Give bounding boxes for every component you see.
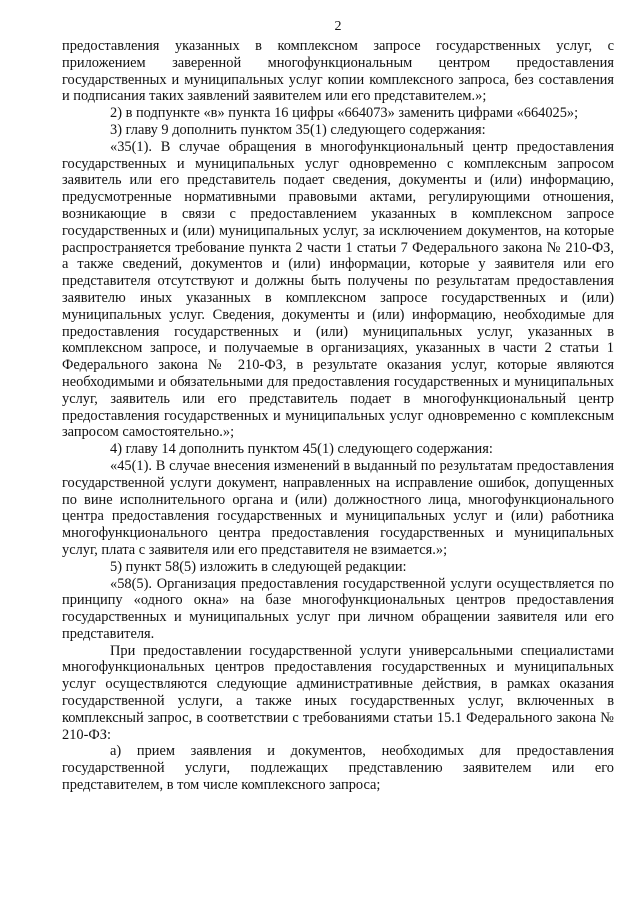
paragraph-clause-35-1: «35(1). В случае обращения в многофункциональный центр предоставления государственных и муниципальных услуг одновременно с комплексным запросом заявитель или его представитель подает сведения, документы и (или) информацию, предусмотренные нормативными правовыми актами, регулирующими отношения, возникающие в связи с предоставлением указанных в комплексном запросе государственных и (или) муниципальных услуг, за исключением документов, на которые распространяется требование пункта 2 части 1 статьи 7 Федерального закона № 210-ФЗ, а также сведений, документов и (или) информации, которые у заявителя или его представителя отсутствуют и должны быть получены по результатам предоставления заявителю иных указанных в комплексном запросе государственных и (или) муниципальных услуг. Сведения, документы и (или) информацию, необходимые для предоставления государственных и (или) муниципальных услуг, указанных в комплексном запросе, и получаемые в организациях, указанных в части 2 статьи 1 Федерального закона № 210-ФЗ, в результате оказания услуг, которые являются необходимыми и обязательными для предоставления государственных и муниципальных услуг, заявитель или его представитель подает в многофункциональный центр предоставления государственных и муниципальных услуг одновременно с комплексным запросом самостоятельно.»; [62, 138, 614, 441]
paragraph-subitem-a: а) прием заявления и документов, необходимых для предоставления государственной услуги, подлежащих представлению заявителем или его представителем, в том числе комплексного запроса; [62, 743, 614, 794]
paragraph-item-3: 3) главу 9 дополнить пунктом 35(1) следующего содержания: [110, 121, 486, 138]
paragraph-continuation: предоставления указанных в комплексном запросе государственных услуг, с приложением заверенной многофункциональным центром предоставления государственных и муниципальных услуг копии комплексного запроса, без составления и подписания таких заявлений заявителем или его представителем.»; [62, 38, 614, 105]
page-number: 2 [334, 19, 342, 34]
paragraph-admin-actions: При предоставлении государственной услуги универсальными специалистами многофункциональных центров предоставления государственных и муниципальных услуг осуществляются следующие административные действия, в рамках оказания государственной услуги, а также иных государственных услуг, включенных в комплексный запрос, в соответствии с требованиями статьи 15.1 Федерального закона № 210-ФЗ: [62, 642, 614, 743]
paragraph-clause-45-1: «45(1). В случае внесения изменений в выданный по результатам предоставления государственной услуги документ, направленных на исправление ошибок, допущенных по вине исполнительного органа и (или) должностного лица, многофункционального центра предоставления государственных и муниципальных услуг и (или) работника многофункционального центра предоставления государственных и муниципальных услуг, плата с заявителя или его представителя не взимается.»; [62, 457, 614, 558]
paragraph-item-2: 2) в подпункте «в» пункта 16 цифры «664073» заменить цифрами «664025»; [110, 105, 579, 122]
paragraph-clause-58-5: «58(5). Организация предоставления государственной услуги осуществляется по принципу «одного окна» на базе многофункциональных центров предоставления государственных и муниципальных услуг при личном обращении заявителя или его представителя. [62, 575, 614, 642]
paragraph-item-4: 4) главу 14 дополнить пунктом 45(1) следующего содержания: [110, 441, 493, 458]
paragraph-item-5: 5) пункт 58(5) изложить в следующей редакции: [110, 558, 407, 575]
